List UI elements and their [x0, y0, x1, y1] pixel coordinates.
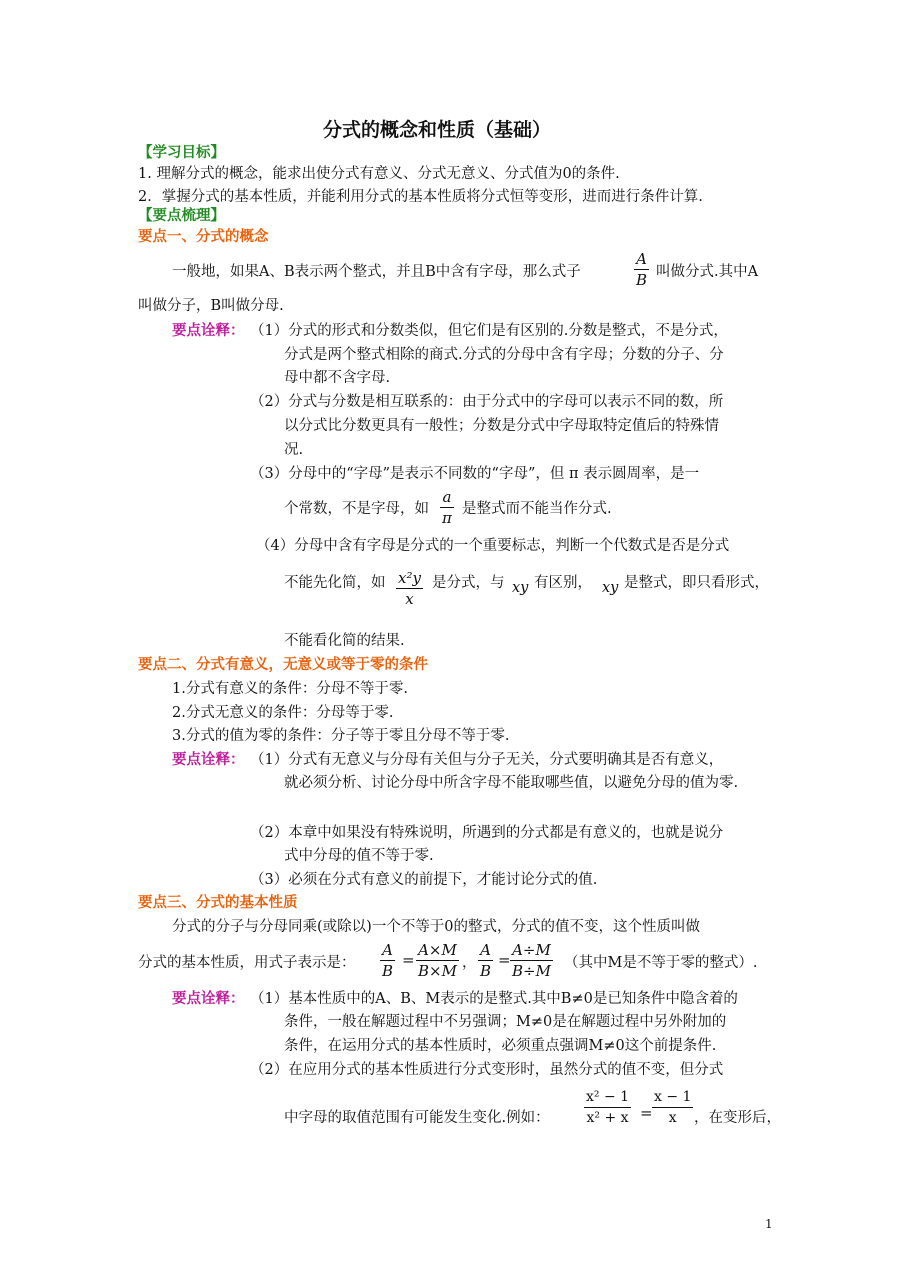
fraction-denominator: x² + x: [586, 1110, 629, 1126]
fraction-numerator: a: [442, 488, 452, 506]
page-number: 1: [765, 1217, 773, 1231]
fraction-denominator: B÷M: [512, 962, 551, 980]
fraction-denominator: x: [668, 1110, 677, 1126]
goal-item: 2．掌握分式的基本性质，并能利用分式的基本性质将分式恒等变形，进而进行条件计算.: [138, 189, 703, 205]
fraction-example-right: [652, 1088, 693, 1127]
fraction-denominator: B: [636, 271, 648, 289]
point1-paragraph-part3: 叫做分子，B叫做分母.: [138, 298, 284, 314]
note-line: 是整式而不能当作分式.: [462, 501, 612, 517]
fraction-a-over-b: [380, 941, 395, 980]
math-xy: xy: [512, 580, 529, 596]
note-line: （2）本章中如果没有特殊说明，所遇到的分式都是有意义的，也就是说分: [250, 825, 724, 841]
note-line: 以分式比分数更具有一般性；分数是分式中字母取特定值后的特殊情: [284, 418, 719, 434]
fraction-numerator: x²y: [398, 569, 421, 587]
point1-paragraph-part1: 一般地，如果A、B表示两个整式，并且B中含有字母，那么式子: [172, 264, 581, 280]
note-line: （4）分母中含有字母是分式的一个重要标志，判断一个代数式是否是分式: [256, 538, 730, 554]
fraction-numerator: A: [636, 250, 647, 268]
page-title: 分式的概念和性质（基础）: [323, 119, 552, 141]
fraction-numerator: A×M: [418, 941, 457, 959]
fraction-a-over-b: [478, 941, 493, 980]
point3-paragraph: 分式的分子与分母同乘(或除以)一个不等于0的整式，分式的值不变，这个性质叫做: [172, 919, 701, 935]
note-line: （2）在应用分式的基本性质进行分式变形时，虽然分式的值不变，但分式: [250, 1062, 724, 1078]
point1-paragraph-part2: 叫做分式.其中A: [656, 264, 759, 280]
note-line: 不能先化简，如: [284, 575, 386, 591]
note-line: （1）基本性质中的A、B、M表示的是整式.其中B≠0是已知条件中隐含着的: [250, 991, 738, 1007]
note-line: 条件，在运用分式的基本性质时，必须重点强调M≠0这个前提条件.: [284, 1038, 717, 1054]
fraction-multiply: [416, 941, 459, 980]
note-line: （1）分式的形式和分数类似，但它们是有区别的.分数是整式，不是分式，: [250, 323, 728, 339]
note-line: 有区别，: [534, 575, 592, 591]
section-key-points: 【要点梳理】: [138, 208, 225, 224]
note-line: （1）分式有无意义与分母有关但与分子无关，分式要明确其是否有意义，: [250, 752, 724, 768]
fraction-denominator: B: [480, 962, 492, 980]
note-line: 是整式，即只看形式，: [624, 575, 769, 591]
note-line: 分式是两个整式相除的商式.分式的分母中含有字母；分数的分子、分: [284, 347, 724, 363]
note-line: 是分式，与: [432, 575, 505, 591]
list-item: 3.分式的值为零的条件：分子等于零且分母不等于零.: [172, 728, 510, 744]
fraction-a-over-pi: [440, 488, 454, 527]
fraction-example-left: [584, 1088, 631, 1127]
note-line: （3）必须在分式有意义的前提下，才能讨论分式的值.: [250, 872, 598, 888]
note-line: （2）分式与分数是相互联系的：由于分式中的字母可以表示不同的数，所: [250, 394, 724, 410]
fraction-numerator: A÷M: [512, 941, 551, 959]
math-xy: xy: [602, 580, 619, 596]
note-line: 不能看化简的结果.: [284, 633, 405, 649]
list-item: 1.分式有意义的条件：分母不等于零.: [172, 681, 408, 697]
equals-sign: =: [498, 951, 511, 969]
note-line: 况.: [284, 442, 304, 458]
equals-sign: =: [640, 1104, 653, 1122]
fraction-denominator: B: [382, 962, 394, 980]
note-line: 个常数，不是字母，如: [284, 501, 429, 517]
note-label: 要点诠释：: [172, 991, 245, 1007]
note-line: 中字母的取值范围有可能发生变化.例如：: [284, 1110, 550, 1126]
fraction-denominator: π: [442, 509, 452, 527]
point1-heading: 要点一、分式的概念: [138, 229, 269, 245]
fraction-numerator: A: [382, 941, 393, 959]
point3-heading: 要点三、分式的基本性质: [138, 895, 298, 911]
note-line: 条件，一般在解题过程中不另强调；M≠0是在解题过程中另外附加的: [284, 1014, 727, 1030]
note-line: 母中都不含字母.: [284, 370, 391, 386]
note-line: 式中分母的值不等于零.: [284, 848, 434, 864]
fraction-denominator: x: [405, 590, 414, 608]
point2-heading: 要点二、分式有意义，无意义或等于零的条件: [138, 657, 428, 673]
fraction-divide: [510, 941, 553, 980]
point3-paragraph: （其中M是不等于零的整式）.: [564, 955, 758, 971]
fraction-x2y-over-x: [396, 569, 423, 608]
goal-item: 1. 理解分式的概念，能求出使分式有意义、分式无意义、分式值为0的条件.: [138, 166, 620, 182]
note-label: 要点诠释：: [172, 752, 245, 768]
fraction-numerator: x² − 1: [586, 1089, 630, 1105]
fraction-numerator: x − 1: [654, 1089, 692, 1105]
note-line: ，在变形后，: [694, 1110, 781, 1126]
list-item: 2.分式无意义的条件：分母等于零.: [172, 705, 394, 721]
fraction-denominator: B×M: [418, 962, 457, 980]
point3-paragraph: 分式的基本性质，用式子表示是：: [138, 955, 356, 971]
comma: ，: [462, 955, 477, 971]
fraction-numerator: A: [480, 941, 491, 959]
equals-sign: =: [402, 951, 415, 969]
note-line: 就必须分析、讨论分母中所含字母不能取哪些值，以避免分母的值为零.: [284, 775, 739, 791]
fraction-a-over-b: [634, 250, 649, 289]
note-line: （3）分母中的“字母”是表示不同数的“字母”，但 π 表示圆周率，是一: [250, 466, 700, 482]
note-label: 要点诠释：: [172, 323, 245, 339]
section-learning-goals: 【学习目标】: [138, 145, 225, 161]
